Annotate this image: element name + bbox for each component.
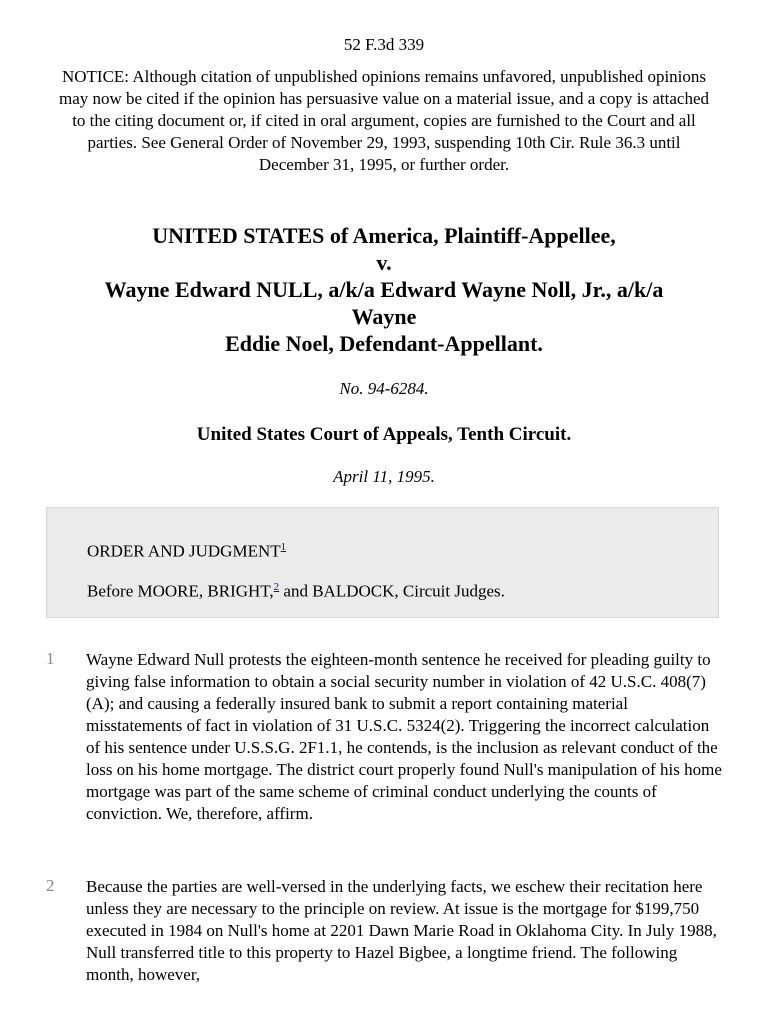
order-title-text: ORDER AND JUDGMENT [87,541,281,561]
paragraph-text: Because the parties are well-versed in the underlying facts, we eschew their recitation here unless they are necessary to the principle on review. At issue is the mortgage for $199,750 executed in 1984 on Null's home at 2201 Dawn Marie Road in Oklahoma City. In July 1988, Null transferred title to this property to Hazel Bigbee, a longtime friend. The following month, however, [86,877,717,984]
order-title [87,538,286,562]
caption-defendant-line1: Wayne Edward NULL, a/k/a Edward Wayne Noll, Jr., a/k/a [104,277,664,302]
footnote-link-2[interactable]: 2 [273,581,280,593]
panel-judges [87,578,505,602]
panel-judges-prefix: Before MOORE, BRIGHT, [87,581,274,601]
paragraph-text: Wayne Edward Null protests the eighteen-month sentence he received for pleading guilty to giving false information to obtain a social security number in violation of 42 U.S.C. 408(7)(A); and causing a federally insured bank to submit a report containing material misstatements of fact in violation of 31 U.S.C. 5324(2). Triggering the incorrect calculation of his sentence under U.S.S.G. 2F1.1, he contends, is the inclusion as relevant conduct of the loss on his home mortgage. The district court properly found Null's manipulation of his home mortgage was part of the same scheme of criminal conduct underlying the counts of conviction. We, therefore, affirm. [86,650,722,823]
footnote-link-1[interactable]: 1 [280,541,287,553]
panel-judges-suffix: and BALDOCK, Circuit Judges. [279,581,505,601]
court-name: United States Court of Appeals, Tenth Circuit. [196,424,572,445]
case-citation: 52 F.3d 339 [343,35,425,54]
caption-versus: v. [376,250,392,275]
case-caption [40,222,728,357]
unpublished-notice: NOTICE: Although citation of unpublished opinions remains unfavored, unpublished opinions may now be cited if the opinion has persuasive value on a material issue, and a copy is attached to the citing document or, if cited in oral argument, copies are furnished to the Court and all parties. See General Order of November 29, 1993, suspending 10th Cir. Rule 36.3 until December 31, 1995, or further order. [58,67,710,174]
paragraph-number: 2 [46,876,55,895]
caption-defendant-line3: Eddie Noel, Defendant-Appellant. [225,331,543,356]
caption-plaintiff: UNITED STATES of America, Plaintiff-Appellee, [152,223,616,248]
docket-number: No. 94-6284. [339,379,429,398]
decision-date: April 11, 1995. [333,467,435,486]
caption-defendant-line2: Wayne [351,304,417,329]
paragraph-number: 1 [46,649,55,668]
order-box [46,507,719,618]
